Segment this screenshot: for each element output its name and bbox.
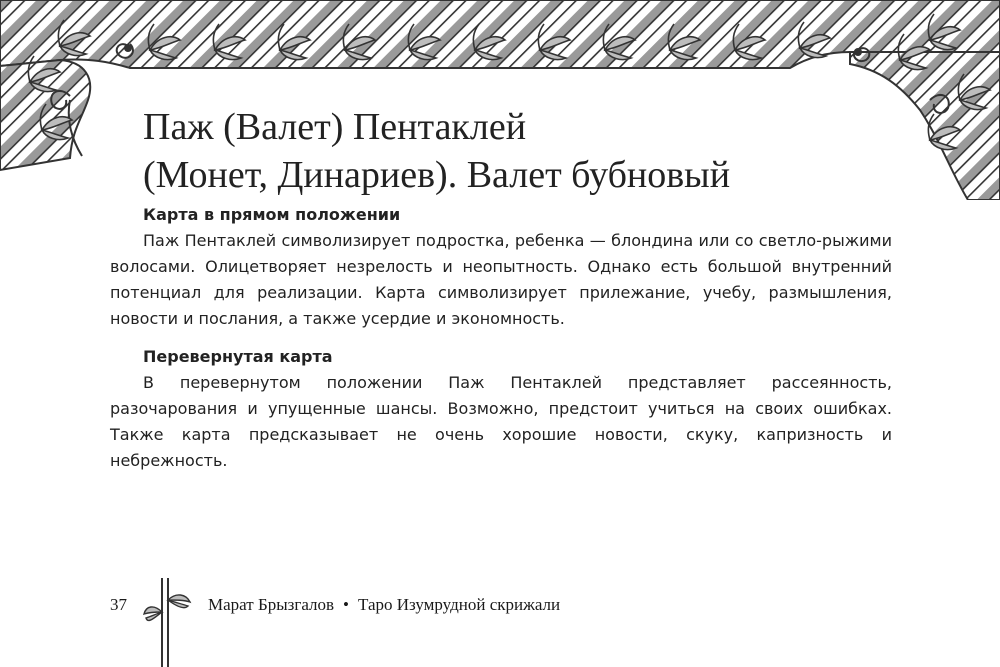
separator-dot: • (343, 595, 349, 614)
section-heading: Перевернутая карта (143, 347, 333, 366)
footer-ornament-icon (142, 578, 194, 667)
page-footer (0, 578, 1000, 667)
author-name: Марат Брызгалов (208, 595, 335, 614)
chapter-title-line-2: (Монет, Динариев). Валет бубновый (143, 154, 731, 196)
section-reversed (110, 344, 892, 474)
running-head (208, 595, 560, 615)
book-title: Таро Изумрудной скрижали (357, 595, 561, 614)
chapter-title (143, 103, 903, 199)
body-content (110, 202, 892, 474)
section-paragraph: В перевернутом положении Паж Пентаклей представляет рассеянность, разочарования и упущенные шансы. Возможно, предстоит учиться на своих ошибках. Также карта предсказывает не очень хорошие новости, скуку, капризность и небрежность. (110, 373, 892, 470)
section-upright (110, 202, 892, 332)
page-number: 37 (110, 595, 127, 614)
chapter-title-line-1: Паж (Валет) Пентаклей (143, 106, 527, 148)
section-paragraph: Паж Пентаклей символизирует подростка, ребенка — блондина или со светло-рыжими волосами. Олицетворяет незрелость и неопытность. Однако есть большой внутренний потенциал для реализации. Карта символизирует прилежание, учебу, размышления, новости и послания, а также усердие и экономность. (110, 231, 892, 328)
section-heading: Карта в прямом положении (143, 205, 401, 224)
